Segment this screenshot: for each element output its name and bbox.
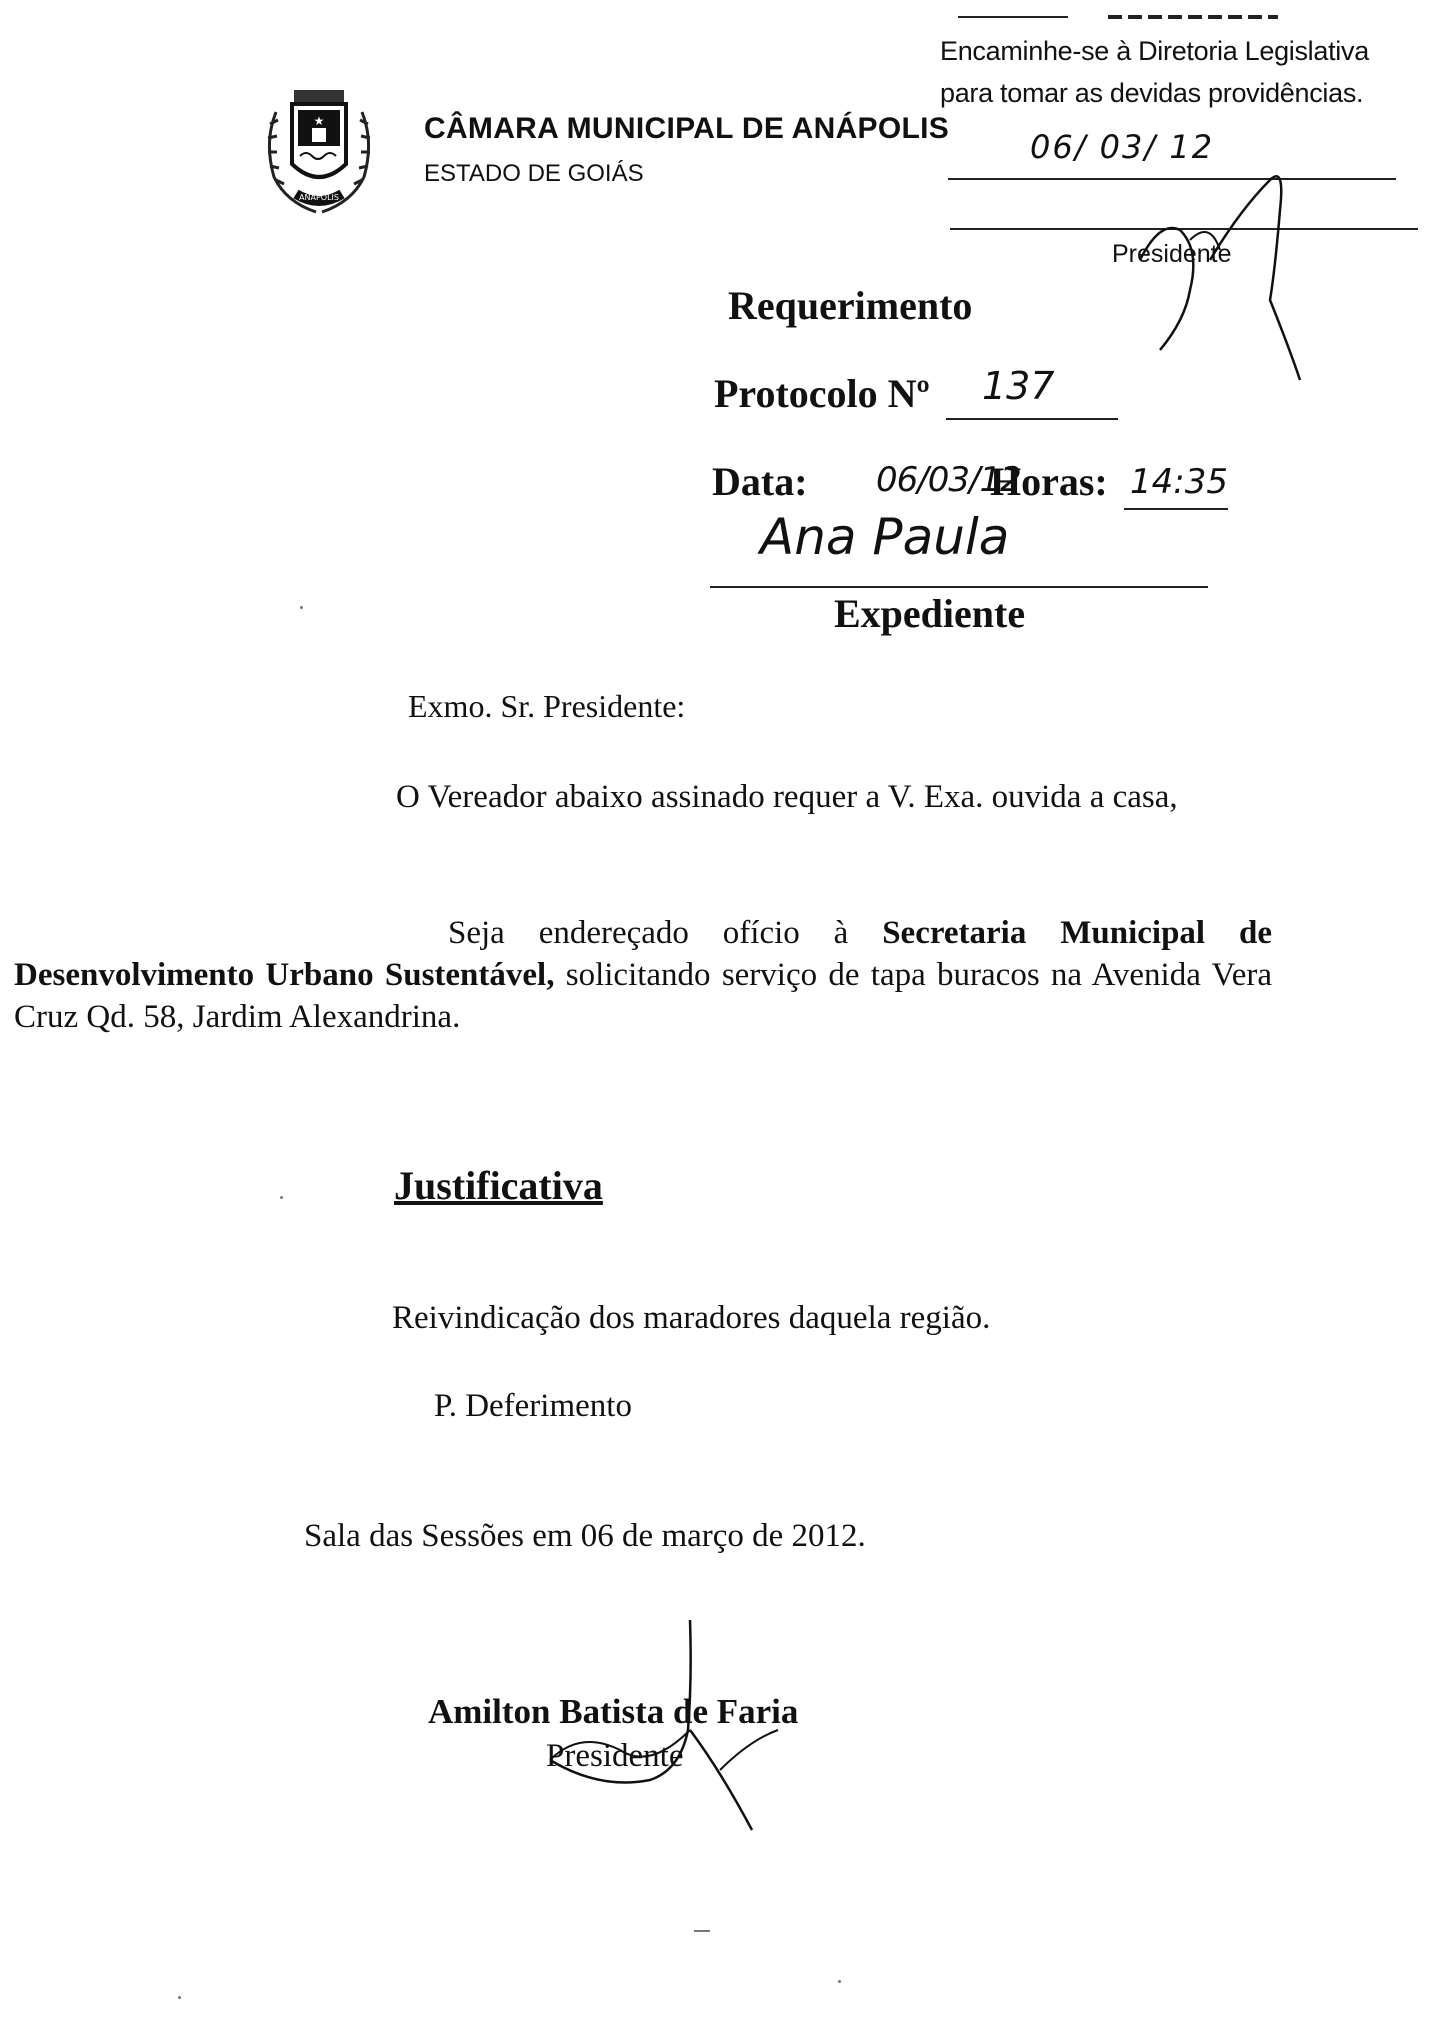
expediente-label: Expediente [834, 591, 1026, 636]
hours-line [1124, 508, 1228, 510]
place-date: Sala das Sessões em 06 de março de 2012. [304, 1518, 866, 1554]
crest-motto: ANÁPOLIS [299, 193, 339, 202]
stamp-role: Presidente [1112, 240, 1232, 268]
org-state: ESTADO DE GOIÁS [424, 160, 644, 187]
stamp-date: 06/ 03/ 12 [1030, 128, 1215, 166]
request-details-prefix: Seja endereçado ofício à [448, 915, 883, 951]
scan-speck [300, 606, 303, 609]
secretariat-name: Secretaria Municipal de Desenvolvimento Urbano Sustentável, [14, 915, 1272, 993]
hours-label: Horas: [990, 459, 1108, 504]
scan-speck [838, 1980, 841, 1983]
protocol-label: Protocolo Nº [714, 371, 930, 416]
justification-title: Justificativa [394, 1163, 603, 1208]
scan-speck [694, 1930, 710, 1932]
stamp-top-edge [938, 14, 1278, 20]
date-value: 06/03/12 [876, 460, 1021, 500]
stamp-text-line2: para tomar as devidas providências. [940, 78, 1364, 108]
justification-text: Reivindicação dos maradores daquela região. [392, 1300, 991, 1336]
svg-text:★: ★ [313, 114, 325, 128]
closing-text: P. Deferimento [434, 1388, 632, 1424]
clerk-signature: Ana Paula [760, 508, 1010, 566]
scan-speck [178, 1996, 181, 1999]
document-title: Requerimento [728, 283, 973, 328]
hours-value: 14:35 [1130, 462, 1228, 502]
signer-name: Amilton Batista de Faria [428, 1692, 799, 1731]
municipal-crest-logo [256, 72, 382, 222]
protocol-number: 137 [982, 364, 1055, 408]
scan-speck [280, 1196, 283, 1199]
date-label: Data: [712, 459, 808, 504]
signer-role: Presidente [546, 1738, 684, 1774]
salutation: Exmo. Sr. Presidente: [408, 688, 686, 724]
stamp-signature-mark [1120, 150, 1320, 390]
stamp-text-line1: Encaminhe-se à Diretoria Legislativa [940, 36, 1369, 66]
expediente-line [710, 586, 1208, 588]
protocol-line [946, 418, 1118, 420]
org-name: CÂMARA MUNICIPAL DE ANÁPOLIS [424, 112, 950, 145]
request-details-paragraph [14, 912, 1272, 1038]
request-details-suffix: solicitando serviço de tapa buracos na Avenida Vera Cruz Qd. 58, Jardim Alexandrina. [14, 957, 1273, 1035]
request-paragraph: O Vereador abaixo assinado requer a V. Exa. ouvida a casa, [396, 779, 1178, 815]
president-signature-mark [520, 1620, 800, 1840]
